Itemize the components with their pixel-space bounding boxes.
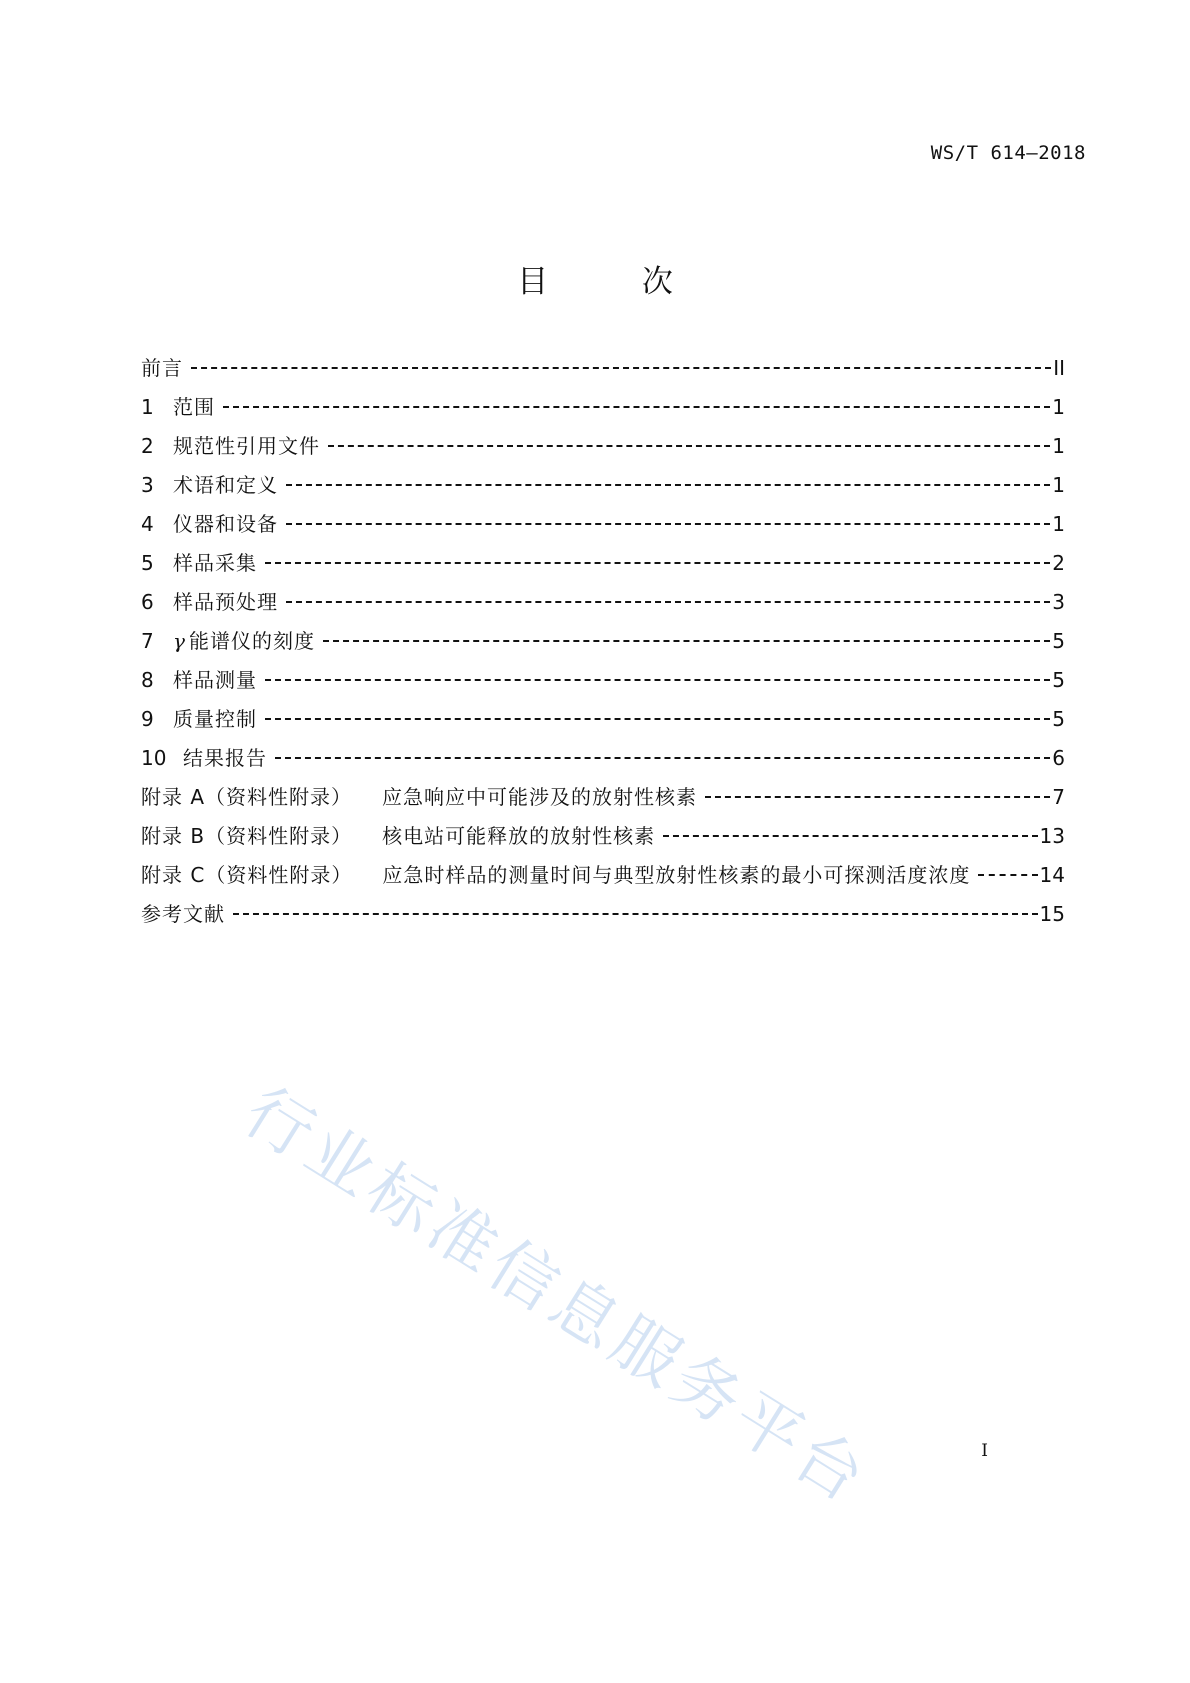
toc-section-number: 1	[141, 395, 154, 419]
toc-page-number: 15	[1039, 902, 1065, 926]
toc-entry-5[interactable]	[141, 547, 1065, 586]
toc-page-number: 1	[1052, 434, 1065, 458]
gamma-symbol: γ	[173, 629, 185, 653]
toc-entry-10[interactable]	[141, 742, 1065, 781]
toc-leader	[223, 406, 1050, 408]
toc-entry-appendix-c[interactable]	[141, 859, 1065, 898]
toc-entry-4[interactable]	[141, 508, 1065, 547]
toc-page-number: 5	[1052, 707, 1065, 731]
toc-label: 前言	[141, 356, 183, 380]
page-number: I	[981, 1441, 988, 1461]
toc-leader	[265, 718, 1050, 720]
table-of-contents	[141, 352, 1065, 937]
toc-entry-2[interactable]	[141, 430, 1065, 469]
toc-leader	[286, 601, 1050, 603]
toc-entry-appendix-a[interactable]	[141, 781, 1065, 820]
toc-page-number: 14	[1039, 863, 1065, 887]
toc-page-number: II	[1053, 356, 1065, 380]
toc-entry-7[interactable]	[141, 625, 1065, 664]
toc-entry-references[interactable]	[141, 898, 1065, 937]
toc-section-number: 6	[141, 590, 154, 614]
toc-page-number: 6	[1052, 746, 1065, 770]
toc-entry-3[interactable]	[141, 469, 1065, 508]
toc-page-number: 2	[1052, 551, 1065, 575]
toc-section-number: 3	[141, 473, 154, 497]
toc-leader	[705, 796, 1050, 798]
toc-label: 范围	[173, 395, 215, 419]
toc-label: 样品预处理	[173, 590, 278, 614]
toc-leader	[275, 757, 1050, 759]
toc-section-number: 4	[141, 512, 154, 536]
toc-leader	[328, 445, 1050, 447]
toc-entry-foreword[interactable]	[141, 352, 1065, 391]
toc-leader	[323, 640, 1050, 642]
toc-page-number: 5	[1052, 629, 1065, 653]
toc-label: 仪器和设备	[173, 512, 278, 536]
toc-section-number: 7	[141, 629, 154, 653]
watermark: 行业标准信息服务平台	[231, 1072, 883, 1520]
toc-leader	[233, 913, 1038, 915]
toc-entry-1[interactable]	[141, 391, 1065, 430]
toc-label: 规范性引用文件	[173, 434, 320, 458]
toc-page-number: 1	[1052, 395, 1065, 419]
toc-label: 术语和定义	[173, 473, 278, 497]
toc-entry-6[interactable]	[141, 586, 1065, 625]
toc-section-number: 9	[141, 707, 154, 731]
toc-entry-appendix-b[interactable]	[141, 820, 1065, 859]
toc-page-number: 7	[1052, 785, 1065, 809]
toc-section-number: 2	[141, 434, 154, 458]
page-title: 目 次	[517, 264, 715, 300]
toc-label: 结果报告	[183, 746, 267, 770]
toc-entry-8[interactable]	[141, 664, 1065, 703]
toc-label: 能谱仪的刻度	[188, 629, 315, 653]
toc-appendix-tag: 附录 A（资料性附录）	[141, 785, 353, 809]
toc-page-number: 13	[1039, 824, 1065, 848]
toc-page-number: 1	[1052, 473, 1065, 497]
toc-leader	[663, 835, 1037, 837]
toc-leader	[978, 874, 1037, 876]
toc-page-number: 3	[1052, 590, 1065, 614]
toc-section-number: 8	[141, 668, 154, 692]
toc-label: 参考文献	[141, 902, 225, 926]
toc-page-number: 1	[1052, 512, 1065, 536]
toc-page-number: 5	[1052, 668, 1065, 692]
toc-entry-9[interactable]	[141, 703, 1065, 742]
toc-label: 样品测量	[173, 668, 257, 692]
toc-section-number: 5	[141, 551, 154, 575]
toc-section-number: 10	[141, 746, 167, 770]
toc-appendix-tag: 附录 C（资料性附录）	[141, 863, 353, 887]
toc-label: 核电站可能释放的放射性核素	[382, 824, 656, 848]
toc-leader	[191, 367, 1051, 369]
toc-leader	[286, 484, 1050, 486]
toc-label: 样品采集	[173, 551, 257, 575]
toc-label: 应急时样品的测量时间与典型放射性核素的最小可探测活度浓度	[382, 863, 971, 887]
toc-leader	[265, 679, 1050, 681]
standard-code: WS/T 614—2018	[930, 142, 1086, 164]
toc-leader	[265, 562, 1050, 564]
toc-label: 应急响应中可能涉及的放射性核素	[382, 785, 698, 809]
toc-leader	[286, 523, 1050, 525]
toc-label: 质量控制	[173, 707, 257, 731]
toc-appendix-tag: 附录 B（资料性附录）	[141, 824, 353, 848]
